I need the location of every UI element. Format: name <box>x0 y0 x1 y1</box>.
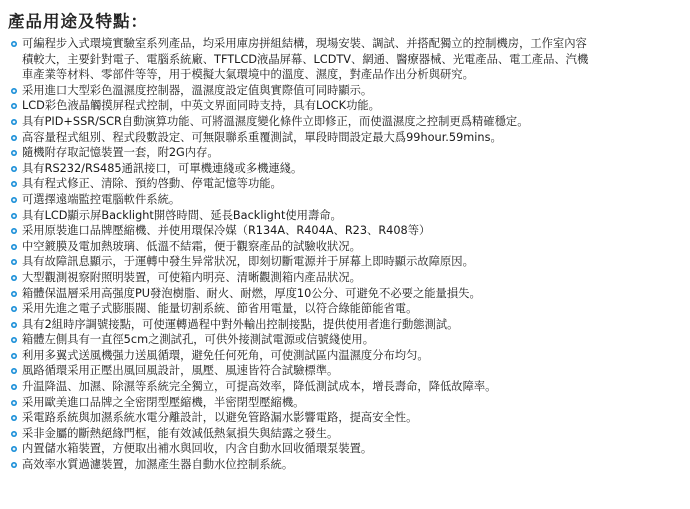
list-item <box>0 192 690 208</box>
bullet-icon <box>11 88 17 94</box>
list-item <box>0 223 690 239</box>
feature-text: 箱體保温層采用高强度PU發泡樹脂、耐火、耐燃，厚度10公分、可避免不必要之能量損失。 <box>22 286 481 300</box>
feature-text: 采用歐美進口品牌之全密閉型壓縮機，半密閉型壓縮機。 <box>22 395 305 409</box>
feature-text: 采非金屬的斷熱絕緣門框，能有效減低熱氣損失與結露之發生。 <box>22 426 339 440</box>
bullet-icon <box>11 322 17 328</box>
feature-text: 采用原裝進口品牌壓縮機、并使用環保冷媒（R134A、R404A、R23、R408等） <box>22 224 431 238</box>
bullet-icon <box>11 213 17 219</box>
feature-text: 高容量程式組別、程式段數設定、可無限聯系重覆測試，單段時間設定最大爲99hour.59mins。 <box>22 130 502 144</box>
list-item <box>0 441 690 457</box>
feature-text: 采電路系統與加濕系統水電分離設計，以避免管路漏水影響電路，提高安全性。 <box>22 411 418 425</box>
bullet-icon <box>11 275 17 281</box>
bullet-icon <box>11 259 17 265</box>
list-item <box>0 98 690 114</box>
bullet-icon <box>11 337 17 343</box>
list-item <box>0 348 690 364</box>
bullet-icon <box>11 244 17 250</box>
list-item <box>0 161 690 177</box>
list-item <box>0 208 690 224</box>
feature-text: 車產業等材料、零部件等等，用于模擬大氣環境中的溫度、濕度，對產品作出分析與研究。 <box>22 68 474 82</box>
bullet-icon <box>11 103 17 109</box>
bullet-icon <box>11 181 17 187</box>
feature-text: 采用進口大型彩色溫濕度控制器，溫濕度設定值與實際值可同時顯示。 <box>22 83 373 97</box>
list-item <box>0 130 690 146</box>
bullet-icon <box>11 135 17 141</box>
list-item <box>0 239 690 255</box>
bullet-icon <box>11 446 17 452</box>
bullet-icon <box>11 431 17 437</box>
feature-text: 中空鍍膜及電加熱玻璃、低溫不結霜，便于觀察產品的試驗收狀况。 <box>22 239 361 253</box>
feature-text: 大型觀測視察附照明裝置，可使箱内明亮、清晰觀測箱内產品狀况。 <box>22 270 361 284</box>
feature-text: 可選擇遠端監控電腦軟件系統。 <box>22 192 181 206</box>
feature-text: 具有故障訊息顯示，于運轉中發生异常狀况，即刻切斷電源并于屏幕上即時顯示故障原因。 <box>22 255 474 269</box>
feature-text: 具有PID+SSR/SCR自動演算功能、可將溫濕度變化條件立即修正，而使溫濕度之控制更爲精確穩定。 <box>22 114 529 128</box>
list-item <box>0 301 690 317</box>
list-item <box>0 410 690 426</box>
list-item <box>0 395 690 411</box>
list-item <box>0 363 690 379</box>
bullet-icon <box>11 119 17 125</box>
bullet-icon <box>11 306 17 312</box>
feature-text: 箱體左側具有一直徑5cm之測試孔，可供外接測試電源或信號綫使用。 <box>22 333 375 347</box>
feature-text: 隨機附存取記憶裝置一套，附2G内存。 <box>22 146 219 160</box>
feature-text: 具有2組時序調號接點，可使運轉過程中對外輸出控制接點，提供使用者進行動態測試。 <box>22 317 459 331</box>
list-item <box>0 36 690 83</box>
bullet-icon <box>11 462 17 468</box>
list-item <box>0 114 690 130</box>
bullet-icon <box>11 291 17 297</box>
list-item <box>0 176 690 192</box>
feature-text: 内置儲水箱裝置，方便取出補水與回收，内含自動水回收循環泵裝置。 <box>22 442 373 456</box>
bullet-icon <box>11 197 17 203</box>
section-title: 產品用途及特點： <box>8 12 148 31</box>
feature-text: 高效率水質過濾裝置，加濕產生器自動水位控制系統。 <box>22 458 294 472</box>
bullet-icon <box>11 353 17 359</box>
bullet-icon <box>11 400 17 406</box>
feature-text: 可編程步入式環境實驗室系列產品，均采用庫房拼組結構，現場安裝、調試、并搭配獨立的控制機房，工作室內容 <box>22 37 587 50</box>
feature-text: 采用先進之電子式膨脹閥、能量切割系統、節省用電量，以符合綠能節能省電。 <box>22 302 418 316</box>
feature-text: 風路循環采用正壓出風回風設計，風壓、風速皆符合試驗標準。 <box>22 364 339 378</box>
bullet-icon <box>11 228 17 234</box>
feature-text: 升温降温、加濕、除濕等系統完全獨立，可提高效率，降低測試成本，增長壽命，降低故障率。 <box>22 380 497 394</box>
list-item <box>0 286 690 302</box>
bullet-icon <box>11 384 17 390</box>
list-item <box>0 317 690 333</box>
list-item <box>0 426 690 442</box>
feature-text: 積較大，主要針對電子、電腦系統廠、TFTLCD液晶屏幕、LCDTV、網通、醫療器械、光電產品、電工產品、汽機 <box>22 52 589 66</box>
list-item <box>0 254 690 270</box>
list-item <box>0 379 690 395</box>
list-item <box>0 332 690 348</box>
bullet-icon <box>11 166 17 172</box>
list-item <box>0 457 690 473</box>
feature-text: 具有程式修正、清除、預約啓動、停電記憶等功能。 <box>22 177 282 191</box>
feature-text: 利用多翼式送風機强力送風循環，避免任何死角，可使測試區内温濕度分布均匀。 <box>22 348 429 362</box>
feature-text: LCD彩色液晶觸摸屏程式控制，中英文界面同時支持，具有LOCK功能。 <box>22 99 380 113</box>
bullet-icon <box>11 415 17 421</box>
list-item <box>0 270 690 286</box>
bullet-icon <box>11 41 17 47</box>
feature-text: 具有RS232/RS485通訊接口，可單機連綫或多機連綫。 <box>22 161 303 175</box>
list-item <box>0 83 690 99</box>
feature-list <box>0 36 690 473</box>
bullet-icon <box>11 150 17 156</box>
feature-text: 具有LCD顯示屏Backlight開啓時間、延長Backlight使用壽命。 <box>22 208 342 222</box>
bullet-icon <box>11 368 17 374</box>
list-item <box>0 145 690 161</box>
